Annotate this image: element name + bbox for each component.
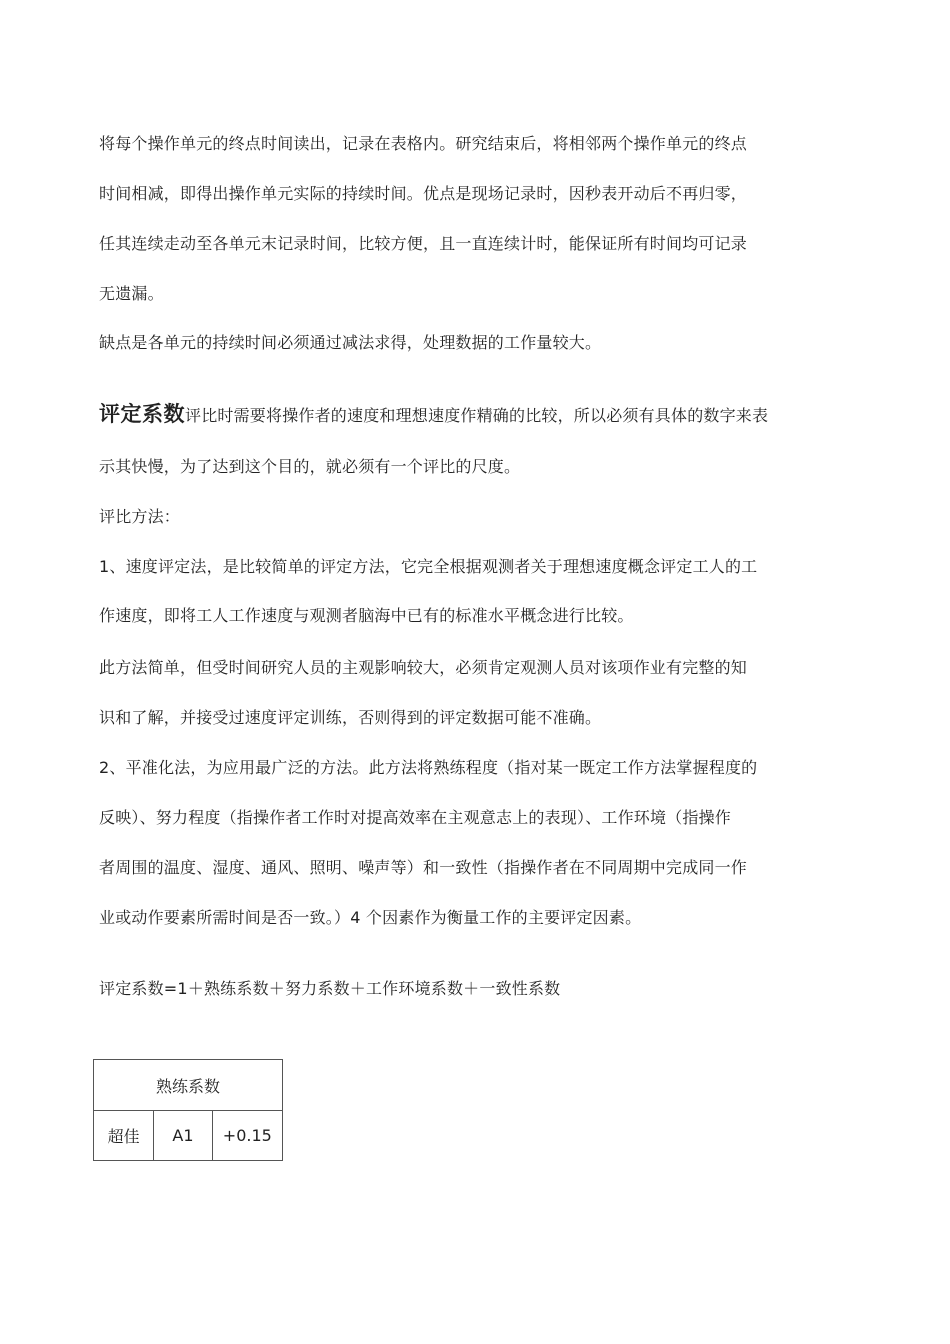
- paragraph-line: 2、平准化法，为应用最广泛的方法。此方法将熟练程度（指对某一既定工作方法掌握程度的: [99, 758, 758, 777]
- paragraph-line: 业或动作要素所需时间是否一致。）4 个因素作为衡量工作的主要评定因素。: [99, 908, 642, 927]
- paragraph-line: 评比方法：: [99, 507, 181, 526]
- paragraph-line: 此方法简单，但受时间研究人员的主观影响较大，必须肯定观测人员对该项作业有完整的知: [99, 658, 748, 677]
- rating-paragraph-first-line: [99, 404, 849, 426]
- formula-line: 评定系数=1＋熟练系数＋努力系数＋工作环境系数＋一致性系数: [99, 979, 561, 998]
- paragraph-line: 示其快慢，为了达到这个目的，就必须有一个评比的尺度。: [99, 457, 521, 476]
- table-header: 熟练系数: [94, 1060, 283, 1111]
- paragraph-text: 评比时需要将操作者的速度和理想速度作精确的比较，所以必须有具体的数字来表: [185, 406, 769, 425]
- paragraph-line: 1、速度评定法，是比较简单的评定方法，它完全根据观测者关于理想速度概念评定工人的工: [99, 557, 758, 576]
- paragraph-line: 作速度，即将工人工作速度与观测者脑海中已有的标准水平概念进行比较。: [99, 606, 634, 625]
- paragraph-line: 反映）、努力程度（指操作者工作时对提高效率在主观意志上的表现）、工作环境（指操作: [99, 808, 732, 827]
- table-cell-code: A1: [154, 1111, 212, 1161]
- paragraph-line: 任其连续走动至各单元末记录时间，比较方便，且一直连续计时，能保证所有时间均可记录: [99, 234, 748, 253]
- proficiency-coefficient-table: [93, 1059, 283, 1161]
- table-row: [94, 1111, 283, 1161]
- section-heading: 评定系数: [99, 402, 185, 426]
- paragraph-line: 时间相减，即得出操作单元实际的持续时间。优点是现场记录时，因秒表开动后不再归零，: [99, 184, 748, 203]
- paragraph-line: 将每个操作单元的终点时间读出，记录在表格内。研究结束后，将相邻两个操作单元的终点: [99, 134, 748, 153]
- paragraph-line: 无遗漏。: [99, 284, 164, 303]
- paragraph-line: 者周围的温度、湿度、通风、照明、噪声等）和一致性（指操作者在不同周期中完成同一作: [99, 858, 748, 877]
- paragraph-line: 缺点是各单元的持续时间必须通过减法求得，处理数据的工作量较大。: [99, 333, 602, 352]
- paragraph-line: 识和了解，并接受过速度评定训练，否则得到的评定数据可能不准确。: [99, 708, 602, 727]
- table-cell-value: +0.15: [212, 1111, 282, 1161]
- table-cell-grade: 超佳: [94, 1111, 154, 1161]
